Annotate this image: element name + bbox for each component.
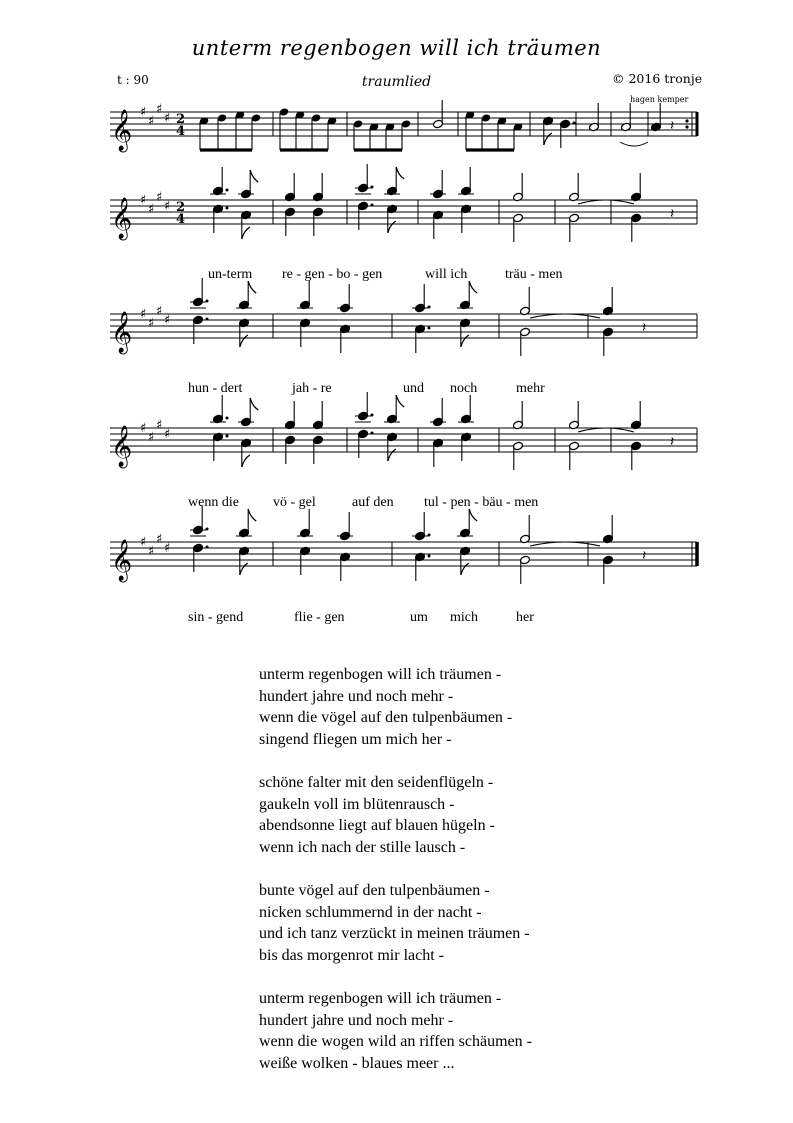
- tie: [578, 200, 634, 204]
- sharp-icon: ♯: [140, 105, 147, 120]
- lyric-syllable: träu - men: [505, 267, 563, 282]
- lyric-syllable: sin - gend: [188, 610, 244, 625]
- sharp-icon: ♯: [164, 199, 171, 214]
- lyric-syllable: auf den: [352, 495, 394, 510]
- note-dot: [573, 122, 576, 125]
- quarter-rest-icon: 𝄽: [670, 206, 675, 222]
- lyric-syllable: wenn die: [188, 495, 239, 510]
- sharp-icon: ♯: [148, 430, 155, 445]
- lyric-syllable: tul - pen - bäu - men: [424, 495, 539, 510]
- time-signature-bottom: 4: [176, 212, 186, 227]
- note-flag: [242, 227, 250, 239]
- lyric-syllable: und: [403, 381, 424, 396]
- lyric-syllable: her: [516, 610, 534, 625]
- sharp-icon: ♯: [148, 316, 155, 331]
- lyric-syllable: mehr: [516, 381, 545, 396]
- poem-line: unterm regenbogen will ich träumen -: [259, 666, 502, 683]
- time-signature-top: 2: [176, 200, 186, 215]
- sharp-icon: ♯: [140, 193, 147, 208]
- lyric-syllable: noch: [450, 381, 478, 396]
- lyric-syllable: re - gen - bo - gen: [282, 267, 383, 282]
- lyric-syllable: vö - gel: [273, 495, 316, 510]
- lyric-line-1: [0, 267, 793, 287]
- sharp-icon: ♯: [156, 532, 163, 547]
- lyric-syllable: flie - gen: [294, 610, 345, 625]
- repeat-dot: [685, 119, 688, 122]
- poem-line: gaukeln voll im blütenrausch -: [259, 795, 455, 813]
- note-dot: [428, 555, 431, 558]
- poem-line: schöne falter mit den seidenflügeln -: [259, 773, 494, 791]
- poem-line: bunte vögel auf den tulpenbäumen -: [259, 881, 490, 899]
- time-signature-top: 2: [176, 112, 186, 127]
- note-dot: [371, 204, 374, 207]
- note-flag: [396, 167, 404, 179]
- poem-line: hundert jahre und noch mehr -: [259, 687, 454, 705]
- note-flag: [544, 133, 552, 145]
- time-signature-bottom: 4: [176, 124, 186, 139]
- quarter-rest-icon: 𝄽: [642, 548, 647, 564]
- sharp-icon: ♯: [164, 541, 171, 556]
- lyric-syllable: un-term: [208, 267, 253, 282]
- quarter-rest-icon: 𝄽: [642, 320, 647, 336]
- copyright-notice: © 2016 tronje: [612, 71, 703, 86]
- sharp-icon: ♯: [164, 427, 171, 442]
- tie: [530, 314, 600, 318]
- treble-clef-icon: 𝄞: [111, 426, 133, 467]
- note-dot: [226, 435, 229, 438]
- sharp-icon: ♯: [148, 114, 155, 129]
- poem-line: nicken schlummernd in der nacht -: [259, 903, 482, 921]
- sharp-icon: ♯: [148, 544, 155, 559]
- poem-line: weiße wolken - blaues meer ...: [259, 1054, 455, 1072]
- sharp-icon: ♯: [140, 307, 147, 322]
- treble-clef-icon: 𝄞: [111, 198, 133, 239]
- note-flag: [242, 455, 250, 467]
- note-dot: [371, 432, 374, 435]
- sharp-icon: ♯: [148, 202, 155, 217]
- song-subtitle: traumlied: [361, 74, 432, 90]
- poem-stanza-2: [259, 772, 532, 858]
- repeat-dot: [685, 125, 688, 128]
- note-flag: [461, 335, 469, 347]
- lyric-line-2: [0, 381, 793, 401]
- poem-line: wenn die vögel auf den tulpenbäumen -: [259, 709, 513, 727]
- poem-line: abendsonne liegt auf blauen hügeln -: [259, 817, 495, 835]
- poem-line: hundert jahre und noch mehr -: [259, 1011, 454, 1029]
- poem-line: wenn die wogen wild an riffen schäumen -: [259, 1033, 532, 1051]
- lyric-syllable: will ich: [425, 267, 468, 282]
- tie: [530, 542, 600, 546]
- poem-stanza-4: [259, 988, 532, 1074]
- sharp-icon: ♯: [140, 421, 147, 436]
- treble-clef-icon: 𝄞: [111, 312, 133, 353]
- note-dot: [226, 417, 229, 420]
- sharp-icon: ♯: [164, 313, 171, 328]
- sharp-icon: ♯: [156, 102, 163, 117]
- note-flag: [461, 563, 469, 575]
- note-dot: [226, 189, 229, 192]
- sharp-icon: ♯: [156, 190, 163, 205]
- poem-stanza-3: [259, 880, 532, 966]
- quarter-rest-icon: 𝄽: [670, 118, 675, 134]
- tempo-marking: t : 90: [117, 73, 149, 87]
- treble-clef-icon: 𝄞: [111, 540, 133, 581]
- poem-line: unterm regenbogen will ich träumen -: [259, 989, 502, 1007]
- lyric-syllable: jah - re: [292, 381, 332, 396]
- sharp-icon: ♯: [140, 535, 147, 550]
- sharp-icon: ♯: [164, 111, 171, 126]
- note-flag: [240, 335, 248, 347]
- note-flag: [388, 449, 396, 461]
- sharp-icon: ♯: [156, 418, 163, 433]
- note-dot: [428, 327, 431, 330]
- note-flag: [240, 563, 248, 575]
- lyric-syllable: um: [410, 610, 428, 625]
- note-flag: [250, 170, 258, 182]
- song-title: unterm regenbogen will ich träumen: [191, 36, 602, 60]
- lyric-syllable: hun - dert: [188, 381, 243, 396]
- sharp-icon: ♯: [156, 304, 163, 319]
- poem-stanza-1: [259, 664, 532, 750]
- composer-name: hagen kemper: [630, 95, 689, 104]
- lyric-syllable: mich: [450, 610, 478, 625]
- note-dot: [206, 318, 209, 321]
- poem-line: bis das morgenrot mir lacht -: [259, 946, 444, 964]
- poem-text: [259, 664, 532, 1096]
- poem-line: wenn ich nach der stille lausch -: [259, 838, 466, 856]
- poem-line: und ich tanz verzückt in meinen träumen -: [259, 925, 530, 943]
- note-dot: [226, 207, 229, 210]
- tie: [620, 142, 648, 146]
- tie: [578, 428, 634, 432]
- note-dot: [206, 546, 209, 549]
- quarter-rest-icon: 𝄽: [670, 434, 675, 450]
- treble-clef-icon: 𝄞: [111, 110, 133, 151]
- lyric-line-4: [0, 610, 793, 630]
- note-flag: [388, 221, 396, 233]
- poem-line: singend fliegen um mich her -: [259, 730, 452, 748]
- lyric-line-3: [0, 495, 793, 515]
